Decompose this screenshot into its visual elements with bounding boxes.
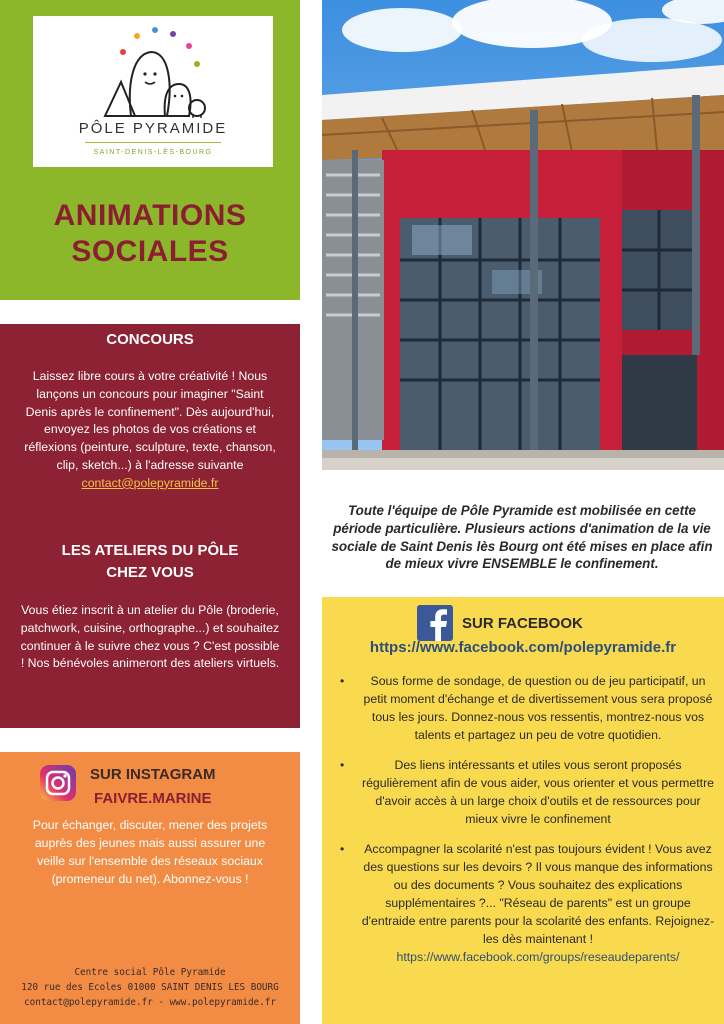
ateliers-text: Vous étiez inscrit à un atelier du Pôle (broderie, patchwork, cuisine, orthographe...) et souhaitez continuer à le suivre chez vous ? C'est possible ! Nos bénévoles animeront des ateliers virtuels. xyxy=(20,603,280,671)
bullet-text: Des liens intéressants et utiles vous seront proposés régulièrement afin de vous aider, vous orienter et vous permettre d'avoir accès à un large choix d'outils et de ressources pour mieux vivre le confinement xyxy=(361,758,715,826)
logo-subtitle: SAINT-DENIS-LÈS-BOURG xyxy=(93,149,213,156)
bullet-text: Accompagner la scolarité n'est pas toujours évident ! Vous avez des questions sur les devoirs ? Il vous manque des informations ou des documents ? Vous souhaitez des explications supplémentaires ?... "Réseau de parents" est un groupe d'entraide entre parents pour la scolarité des enfants. Rejoignez-les dès maintenant ! xyxy=(361,842,715,946)
ateliers-heading-line-2: CHEZ VOUS xyxy=(106,564,194,581)
concours-email-link[interactable]: contact@polepyramide.fr xyxy=(81,475,219,490)
instagram-heading: SUR INSTAGRAM xyxy=(90,766,216,783)
page-title-line-2: SOCIALES xyxy=(71,235,229,268)
instagram-username[interactable]: FAIVRE.MARINE xyxy=(94,790,212,807)
instagram-icon[interactable] xyxy=(39,764,77,802)
footer-line-2: 120 rue des Ecoles 01000 SAINT DENIS LES BOURG xyxy=(21,982,279,993)
activities-panel xyxy=(0,324,300,728)
facebook-bullet-list xyxy=(336,672,718,978)
list-item xyxy=(336,840,718,966)
bullet-dot-icon: • xyxy=(340,758,345,772)
bullet-text: Sous forme de sondage, de question ou de jeu participatif, un petit moment d'échange et de divertissement vous sera proposé tous les jours. Donnez-nous vos ressentis, montrez-nous vos talents et partagez un peu de votre quotidien. xyxy=(363,674,713,742)
logo-characters-icon xyxy=(93,24,213,124)
logo xyxy=(33,16,273,167)
intro-text: Toute l'équipe de Pôle Pyramide est mobilisée en cette période particulière. Plusieurs actions d'animation de la vie sociale de Saint Denis lès Bourg ont été mises en place afin de mieux vivre ENSEMBLE le confinement. xyxy=(331,503,713,572)
facebook-heading: SUR FACEBOOK xyxy=(462,615,583,632)
instagram-panel xyxy=(0,752,300,1024)
ateliers-heading-line-1: LES ATELIERS DU PÔLE xyxy=(61,542,239,559)
facebook-icon[interactable] xyxy=(417,605,453,641)
list-item xyxy=(336,756,718,828)
concours-heading: CONCOURS xyxy=(106,331,194,348)
logo-divider xyxy=(85,142,221,143)
page-title-line-1: ANIMATIONS xyxy=(53,199,247,232)
facebook-page-link[interactable]: https://www.facebook.com/polepyramide.fr xyxy=(369,639,677,656)
facebook-panel xyxy=(322,597,724,1024)
instagram-text: Pour échanger, discuter, mener des projets auprès des jeunes mais aussi assurer une veille sur l'ensemble des réseaux sociaux (promeneur du net). Abonnez-vous ! xyxy=(32,818,268,886)
concours-body: Laissez libre cours à votre créativité ! Nous lançons un concours pour imaginer "Saint Denis après le confinement". Dès aujourd'hui, envoyez les photos de vos créations et réflexions (peinture, sculpture, texte, chanson, clip, sketch...) à l'adresse suivante xyxy=(24,369,276,472)
footer-line-1: Centre social Pôle Pyramide xyxy=(74,967,226,978)
logo-name: PÔLE PYRAMIDE xyxy=(78,120,228,137)
ateliers-heading xyxy=(0,540,300,584)
reseau-parents-link[interactable]: https://www.facebook.com/groups/reseaudeparents/ xyxy=(396,950,680,964)
footer-line-3: contact@polepyramide.fr - www.polepyramide.fr xyxy=(24,997,276,1008)
footer-address xyxy=(0,965,300,1010)
list-item xyxy=(336,672,718,744)
bullet-dot-icon: • xyxy=(340,674,345,688)
building-photo xyxy=(322,0,724,470)
header-panel xyxy=(0,0,300,300)
bullet-dot-icon: • xyxy=(340,842,345,856)
concours-text xyxy=(22,368,278,493)
page-title xyxy=(0,198,300,270)
